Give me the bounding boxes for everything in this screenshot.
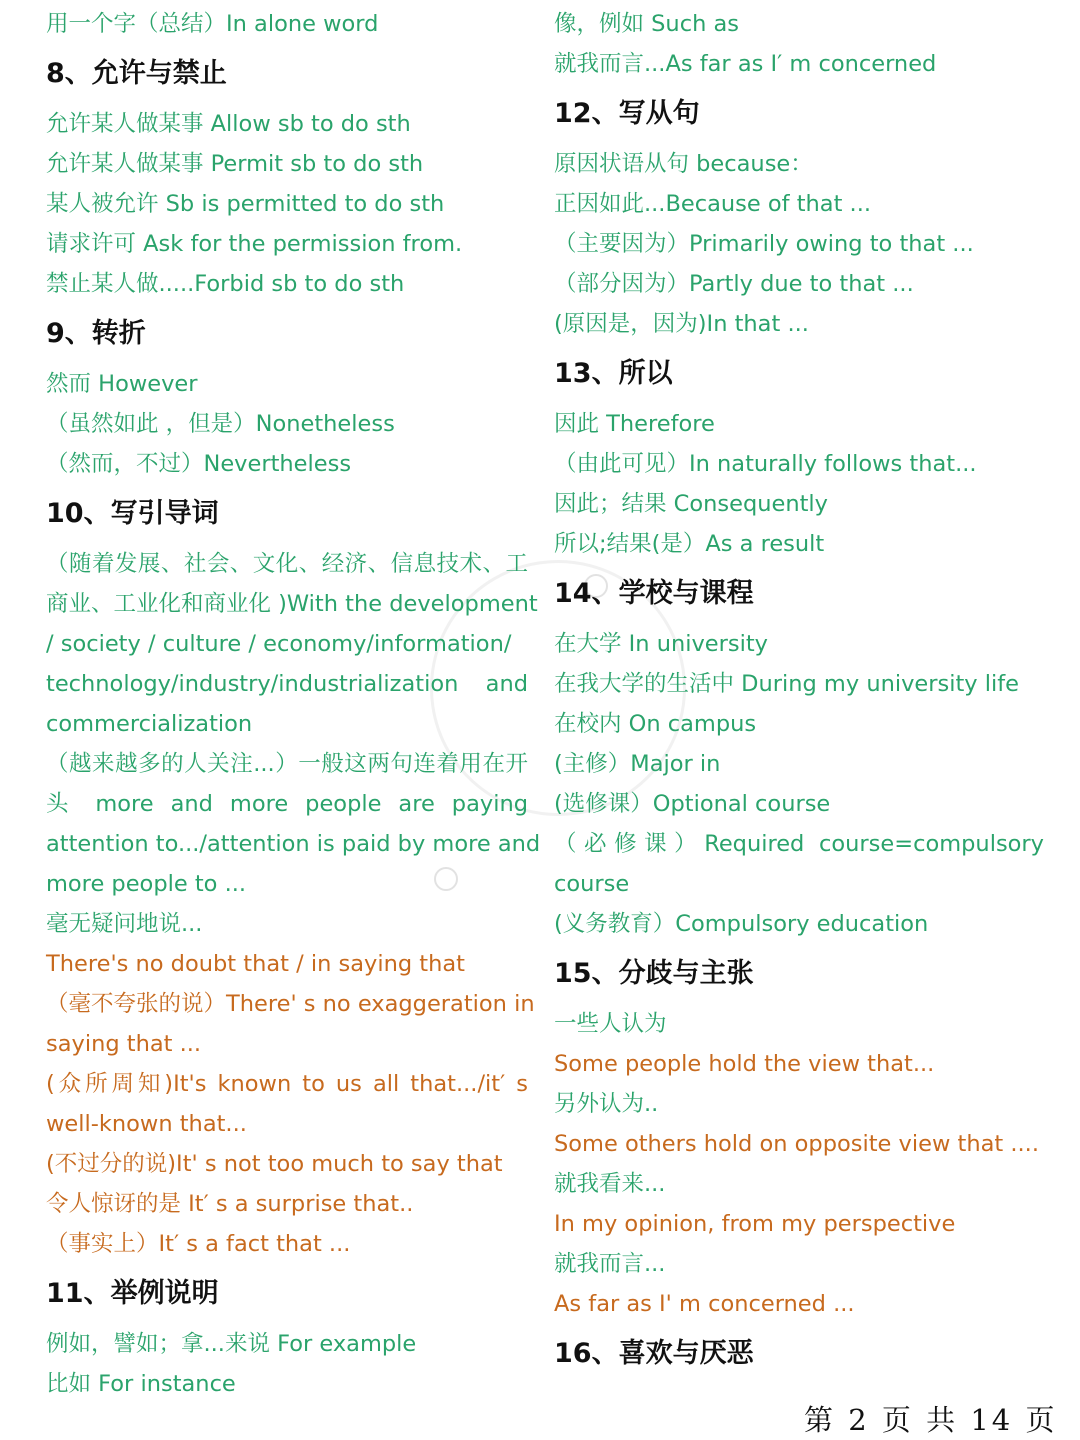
phrase-line: （随着发展、社会、文化、经济、信息技术、工 <box>46 551 528 577</box>
phrase-line: （然而，不过）Nevertheless <box>46 451 352 477</box>
phrase-line: (选修课）Optional course <box>554 791 831 817</box>
example-sentence: (不过分的说)It' s not too much to say that <box>46 1151 503 1177</box>
watermark-dot <box>434 867 458 891</box>
phrase-line: 某人被允许 Sb is permitted to do sth <box>46 191 445 217</box>
example-sentence: There's no doubt that / in saying that <box>46 951 465 977</box>
phrase-line: (义务教育）Compulsory education <box>554 911 929 937</box>
phrase-line: 请求许可 Ask for the permission from. <box>46 231 463 257</box>
section-heading: 13、所以 <box>554 358 673 389</box>
phrase-line: （由此可见）In naturally follows that... <box>554 451 977 477</box>
phrase-line: 允许某人做某事 Allow sb to do sth <box>46 111 411 137</box>
example-sentence: As far as I' m concerned ... <box>554 1291 855 1317</box>
phrase-line: （部分因为）Partly due to that ... <box>554 271 914 297</box>
example-sentence: （事实上）It′ s a fact that ... <box>46 1231 351 1257</box>
phrase-line: 用一个字（总结）In alone word <box>46 11 379 37</box>
example-sentence: 令人惊讶的是 It′ s a surprise that.. <box>46 1191 414 1217</box>
phrase-line: 比如 For instance <box>46 1371 236 1397</box>
phrase-line: course <box>554 871 630 897</box>
phrase-line: （虽然如此 ，但是）Nonetheless <box>46 411 395 437</box>
section-heading: 12、写从句 <box>554 98 700 129</box>
phrase-line: 像，例如 Such as <box>554 11 739 37</box>
phrase-line: 原因状语从句 because： <box>554 151 813 177</box>
section-heading: 14、学校与课程 <box>554 578 754 609</box>
example-sentence: Some others hold on opposite view that .... <box>554 1131 1039 1157</box>
section-heading: 10、写引导词 <box>46 498 219 529</box>
section-heading: 15、分歧与主张 <box>554 958 754 989</box>
example-sentence: well-known that... <box>46 1111 247 1137</box>
phrase-line: 另外认为.. <box>554 1091 659 1117</box>
phrase-line: 在大学 In university <box>554 631 768 657</box>
section-heading: 9、转折 <box>46 318 146 349</box>
phrase-line: 允许某人做某事 Permit sb to do sth <box>46 151 424 177</box>
phrase-line: 然而 However <box>46 371 198 397</box>
phrase-line: （越来越多的人关注...）一般这两句连着用在开 <box>46 751 528 777</box>
example-sentence: （毫不夸张的说）There' s no exaggeration in <box>46 991 535 1017</box>
phrase-line: 就我而言... <box>554 1251 666 1277</box>
phrase-line: 因此 Therefore <box>554 411 715 437</box>
phrase-line: 就我看来... <box>554 1171 666 1197</box>
phrase-line: 毫无疑问地说... <box>46 911 203 937</box>
phrase-line: 在校内 On campus <box>554 711 757 737</box>
phrase-line: commercialization <box>46 711 253 737</box>
phrase-line: 因此；结果 Consequently <box>554 491 828 517</box>
section-heading: 8、允许与禁止 <box>46 58 227 89</box>
example-sentence: (众所周知)It's known to us all that.../it′ s <box>46 1071 528 1097</box>
phrase-line: 例如，譬如；拿...来说 For example <box>46 1331 417 1357</box>
phrase-line: (主修）Major in <box>554 751 721 777</box>
phrase-line: 头 more and more people are paying <box>46 791 528 817</box>
phrase-line: 禁止某人做.....Forbid sb to do sth <box>46 271 405 297</box>
section-heading: 16、喜欢与厌恶 <box>554 1338 754 1369</box>
phrase-line: technology/industry/industrialization and <box>46 671 528 697</box>
phrase-line: （必修课）Required course=compulsory <box>554 831 1044 857</box>
phrase-line: attention to.../attention is paid by more and <box>46 831 541 857</box>
phrase-line: （主要因为）Primarily owing to that ... <box>554 231 974 257</box>
example-sentence: Some people hold the view that... <box>554 1051 935 1077</box>
phrase-line: more people to ... <box>46 871 247 897</box>
example-sentence: In my opinion, from my perspective <box>554 1211 956 1237</box>
phrase-line: 在我大学的生活中 During my university life <box>554 671 1020 697</box>
phrase-line: (原因是，因为)In that ... <box>554 311 809 337</box>
section-heading: 11、举例说明 <box>46 1278 219 1309</box>
phrase-line: 正因如此...Because of that ... <box>554 191 872 217</box>
phrase-line: 一些人认为 <box>554 1011 667 1037</box>
example-sentence: saying that ... <box>46 1031 202 1057</box>
phrase-line: 商业、工业化和商业化 )With the development <box>46 591 538 617</box>
phrase-line: 所以;结果(是）As a result <box>554 531 825 557</box>
page-number: 第 2 页 共 14 页 <box>804 1403 1058 1437</box>
phrase-line: / society / culture / economy/information/ <box>46 631 512 657</box>
phrase-line: 就我而言...As far as I′ m concerned <box>554 51 937 77</box>
